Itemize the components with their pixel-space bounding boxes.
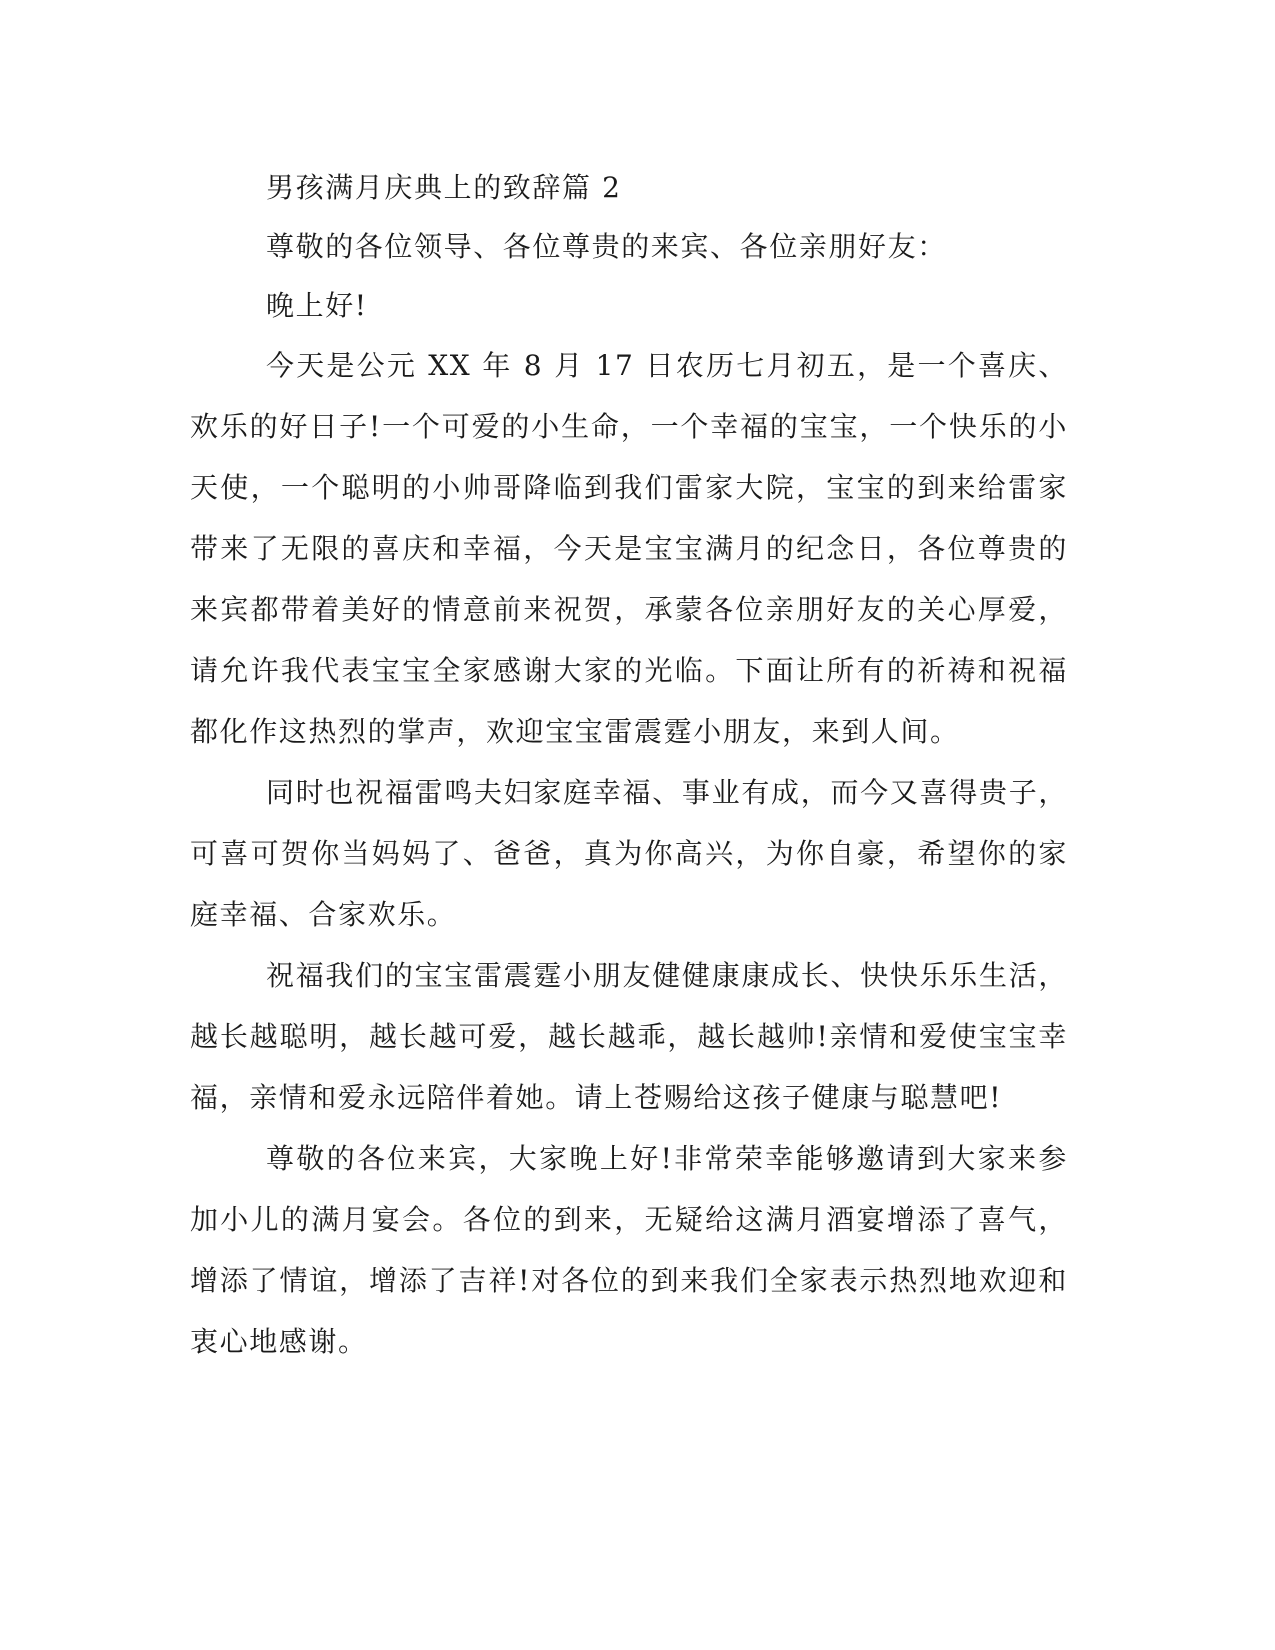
greeting: 晚上好! — [266, 289, 368, 322]
paragraph: 今天是公元 XX 年 8 月 17 日农历七月初五，是一个喜庆、欢乐的好日子!一个可爱的小生命，一个幸福的宝宝，一个快乐的小天使，一个聪明的小帅哥降临到我们雷家大院，宝宝的到来给雷家带来了无限的喜庆和幸福，今天是宝宝满月的纪念日，各位尊贵的来宾都带着美好的情意前来祝贺，承蒙各位亲朋好友的关心厚爱，请允许我代表宝宝全家感谢大家的光临。下面让所有的祈祷和祝福都化作这热烈的掌声，欢迎宝宝雷震霆小朋友，来到人间。 — [190, 349, 1068, 748]
paragraph: 同时也祝福雷鸣夫妇家庭幸福、事业有成，而今又喜得贵子，可喜可贺你当妈妈了、爸爸，真为你高兴，为你自豪，希望你的家庭幸福、合家欢乐。 — [190, 776, 1068, 931]
paragraph: 祝福我们的宝宝雷震霆小朋友健健康康成长、快快乐乐生活，越长越聪明，越长越可爱，越长越乖，越长越帅!亲情和爱使宝宝幸福，亲情和爱永远陪伴着她。请上苍赐给这孩子健康与聪慧吧! — [190, 959, 1068, 1114]
paragraph: 尊敬的各位来宾，大家晚上好!非常荣幸能够邀请到大家来参加小儿的满月宴会。各位的到来，无疑给这满月酒宴增添了喜气，增添了情谊，增添了吉祥!对各位的到来我们全家表示热烈地欢迎和衷心地感谢。 — [190, 1142, 1068, 1358]
document-title: 男孩满月庆典上的致辞篇 2 — [266, 171, 622, 204]
document-body — [190, 158, 1068, 1372]
salutation: 尊敬的各位领导、各位尊贵的来宾、各位亲朋好友： — [266, 230, 947, 263]
